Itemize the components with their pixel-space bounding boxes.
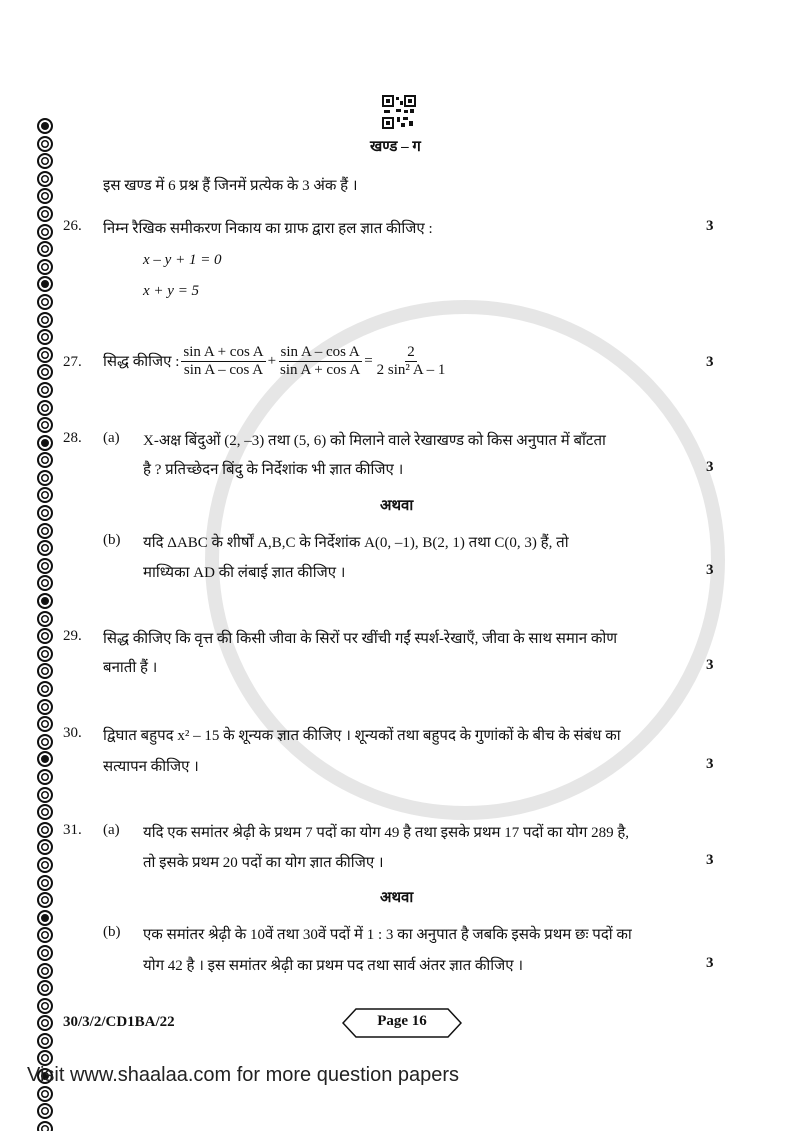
part-label: (a) [103, 822, 120, 838]
binding-hole-icon [37, 364, 53, 380]
part-text: X-अक्ष बिंदुओं (2, –3) तथा (5, 6) को मिलाने वाले रेखाखण्ड को किस अनुपात में बाँटता [143, 433, 606, 449]
question-number: 28. [63, 430, 82, 446]
or-label: अथवा [380, 890, 414, 906]
binding-hole-icon [37, 857, 53, 873]
qr-code-icon [382, 95, 416, 129]
binding-hole-icon [37, 646, 53, 662]
binding-hole-icon [37, 716, 53, 732]
part-text: माध्यिका AD की लंबाई ज्ञात कीजिए । [143, 565, 346, 581]
binding-hole-icon [37, 136, 53, 152]
fraction-1 [181, 344, 265, 379]
binding-hole-icon [37, 839, 53, 855]
binding-hole-icon [37, 206, 53, 222]
binding-hole-icon [37, 699, 53, 715]
binding-hole-icon [37, 188, 53, 204]
fraction-3 [375, 344, 448, 379]
question-marks: 3 [706, 218, 714, 234]
part-label: (b) [103, 532, 121, 548]
binding-hole-icon [37, 382, 53, 398]
equation-1: x – y + 1 = 0 [143, 252, 222, 268]
binding-hole-icon [37, 294, 53, 310]
binding-hole-icon [37, 276, 53, 292]
identity-expression [103, 341, 447, 381]
part-text: यदि ΔABC के शीर्षों A,B,C के निर्देशांक A(0, –1), B(2, 1) तथा C(0, 3) हैं, तो [143, 535, 569, 551]
binding-hole-icon [37, 681, 53, 697]
question-marks: 3 [706, 955, 714, 971]
binding-hole-icon [37, 1015, 53, 1031]
binding-hole-icon [37, 329, 53, 345]
part-text: है ? प्रतिच्छेदन बिंदु के निर्देशांक भी ज्ञात कीजिए । [143, 462, 404, 478]
binding-hole-icon [37, 910, 53, 926]
page-number: Page 16 [377, 1013, 427, 1029]
question-text: बनाती हैं । [103, 660, 158, 676]
binding-hole-icon [37, 1121, 53, 1131]
binding-hole-icon [37, 435, 53, 451]
numerator: sin A – cos A [280, 343, 360, 360]
question-marks: 3 [706, 562, 714, 578]
section-note: इस खण्ड में 6 प्रश्न हैं जिनमें प्रत्येक के 3 अंक हैं । [103, 178, 358, 194]
question-number: 30. [63, 725, 82, 741]
binding-hole-icon [37, 998, 53, 1014]
part-text: तो इसके प्रथम 20 पदों का योग ज्ञात कीजिए । [143, 855, 384, 871]
binding-hole-icon [37, 400, 53, 416]
binding-hole-icon [37, 118, 53, 134]
binding-hole-icon [37, 980, 53, 996]
question-marks: 3 [706, 459, 714, 475]
part-text: यदि एक समांतर श्रेढ़ी के प्रथम 7 पदों का योग 49 है तथा इसके प्रथम 17 पदों का योग 289 है, [143, 825, 630, 841]
binding-hole-icon [37, 628, 53, 644]
binding-hole-icon [37, 259, 53, 275]
plus-sign: + [267, 352, 277, 369]
numerator: sin A + cos A [183, 343, 264, 360]
binding-hole-icon [37, 153, 53, 169]
question-text: निम्न रैखिक समीकरण निकाय का ग्राफ द्वारा हल ज्ञात कीजिए : [103, 221, 433, 237]
part-text: एक समांतर श्रेढ़ी के 10वें तथा 30वें पदों में 1 : 3 का अनुपात है जबकि इसके प्रथम छः पदों का [143, 927, 632, 943]
question-marks: 3 [706, 657, 714, 673]
binding-hole-icon [37, 312, 53, 328]
question-number: 29. [63, 628, 82, 644]
binding-hole-icon [37, 452, 53, 468]
binding-hole-icon [37, 523, 53, 539]
binding-hole-icon [37, 875, 53, 891]
question-text: द्विघात बहुपद x² – 15 के शून्यक ज्ञात कीजिए । शून्यकों तथा बहुपद के गुणांकों के बीच के संबंध का [103, 728, 621, 744]
part-label: (a) [103, 430, 120, 446]
binding-hole-icon [37, 945, 53, 961]
part-text: योग 42 है । इस समांतर श्रेढ़ी का प्रथम पद तथा सार्व अंतर ज्ञात कीजिए । [143, 958, 524, 974]
denominator: 2 sin² A – 1 [376, 361, 446, 378]
binding-holes [37, 118, 55, 1131]
binding-hole-icon [37, 241, 53, 257]
part-label: (b) [103, 924, 121, 940]
question-marks: 3 [706, 354, 714, 370]
binding-hole-icon [37, 769, 53, 785]
denominator: sin A + cos A [280, 361, 361, 378]
binding-hole-icon [37, 611, 53, 627]
section-title: खण्ड – ग [370, 139, 421, 155]
binding-hole-icon [37, 892, 53, 908]
question-text: सत्यापन कीजिए । [103, 759, 199, 775]
question-number: 31. [63, 822, 82, 838]
question-number: 27. [63, 354, 82, 370]
question-marks: 3 [706, 852, 714, 868]
binding-hole-icon [37, 927, 53, 943]
binding-hole-icon [37, 593, 53, 609]
numerator: 2 [407, 343, 415, 360]
binding-hole-icon [37, 558, 53, 574]
site-footer-link[interactable]: Visit www.shaalaa.com for more question papers [27, 1064, 460, 1086]
fraction-2 [278, 344, 362, 379]
binding-hole-icon [37, 751, 53, 767]
binding-hole-icon [37, 470, 53, 486]
equals-sign: = [364, 352, 373, 369]
question-marks: 3 [706, 756, 714, 772]
question-text: सिद्ध कीजिए : [103, 354, 180, 370]
binding-hole-icon [37, 505, 53, 521]
equation-2: x + y = 5 [143, 283, 200, 299]
binding-hole-icon [37, 787, 53, 803]
binding-hole-icon [37, 734, 53, 750]
binding-hole-icon [37, 1103, 53, 1119]
binding-hole-icon [37, 540, 53, 556]
question-number: 26. [63, 218, 82, 234]
binding-hole-icon [37, 171, 53, 187]
binding-hole-icon [37, 575, 53, 591]
denominator: sin A – cos A [183, 361, 264, 378]
question-text: सिद्ध कीजिए कि वृत्त की किसी जीवा के सिरों पर खींची गईं स्पर्श-रेखाएँ, जीवा के साथ समान कोण [103, 631, 618, 647]
binding-hole-icon [37, 963, 53, 979]
binding-hole-icon [37, 224, 53, 240]
page-number-badge [342, 1008, 462, 1038]
binding-hole-icon [37, 1033, 53, 1049]
binding-hole-icon [37, 804, 53, 820]
paper-code: 30/3/2/CD1BA/22 [63, 1014, 175, 1030]
binding-hole-icon [37, 347, 53, 363]
binding-hole-icon [37, 663, 53, 679]
binding-hole-icon [37, 487, 53, 503]
binding-hole-icon [37, 417, 53, 433]
binding-hole-icon [37, 822, 53, 838]
binding-hole-icon [37, 1086, 53, 1102]
or-label: अथवा [380, 498, 414, 514]
